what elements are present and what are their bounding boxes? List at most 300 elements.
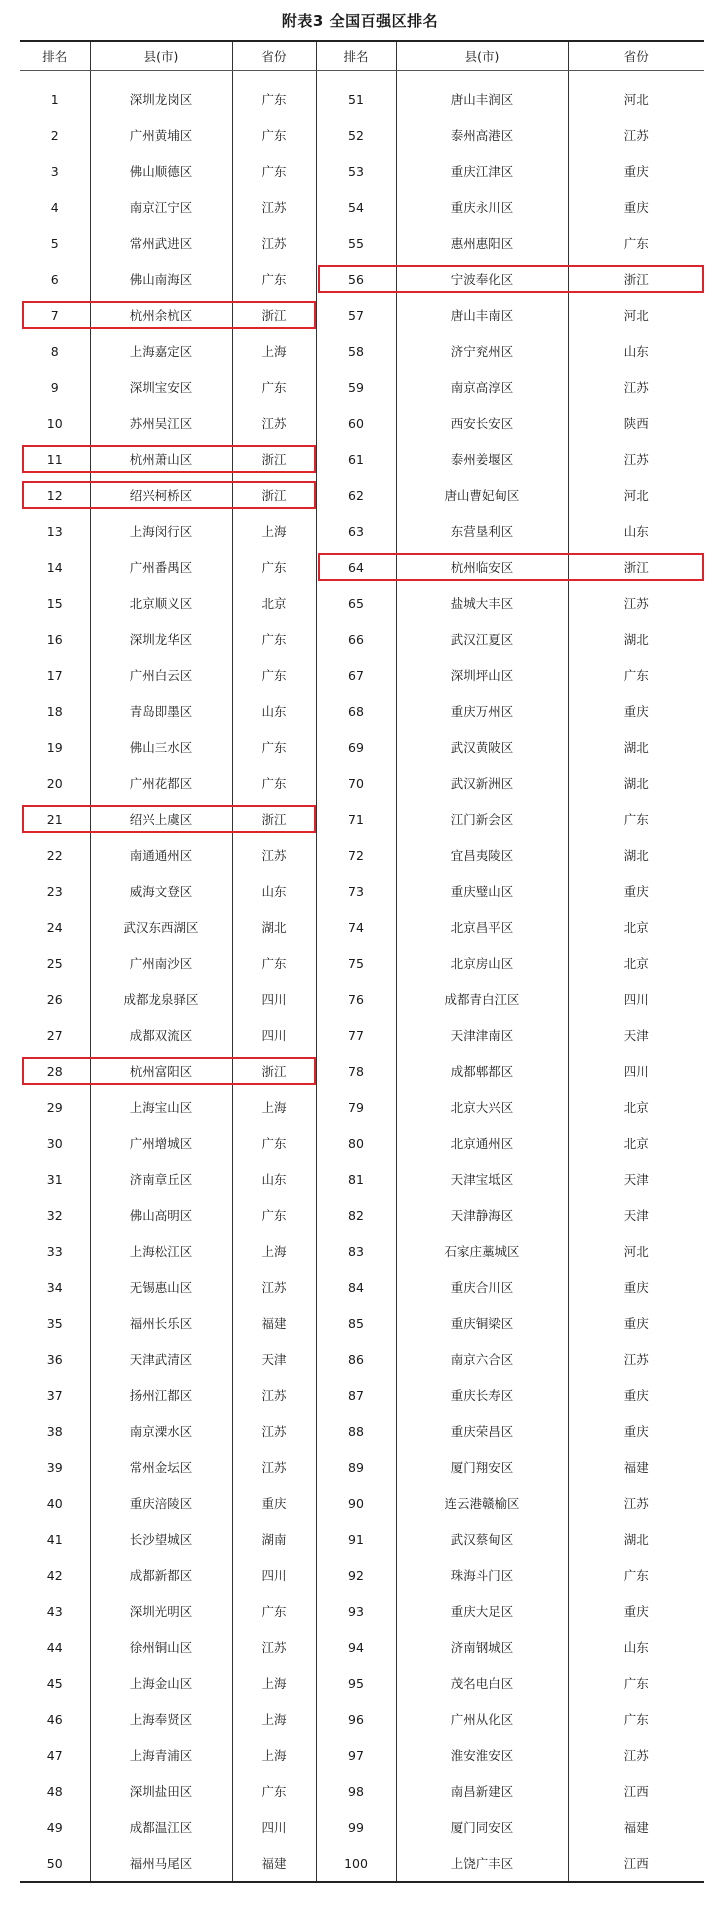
left-rank-cell: 25: [46, 955, 63, 971]
left-rank-cell: 37: [46, 1387, 63, 1403]
right-county-cell: 江门新会区: [396, 801, 568, 837]
left-province-cell: 上海: [232, 1737, 316, 1773]
right-province-cell: 浙江: [568, 261, 704, 297]
right-rank-cell: 66: [316, 621, 396, 657]
table-row: [20, 1017, 704, 1053]
left-province-cell: 广东: [232, 1197, 316, 1233]
left-province-cell: 广东: [232, 621, 316, 657]
right-county-cell: 南昌新建区: [396, 1773, 568, 1809]
right-rank-cell: 84: [316, 1269, 396, 1305]
right-province-cell: 江苏: [568, 1737, 704, 1773]
left-county-cell: 上海青浦区: [90, 1737, 232, 1773]
table-row: [20, 1197, 704, 1233]
table-row: [20, 1341, 704, 1377]
left-province-cell: 广东: [232, 945, 316, 981]
table-row: [20, 369, 704, 405]
table-row: [20, 1053, 704, 1089]
right-rank-cell: 78: [316, 1053, 396, 1089]
left-county-cell: 福州长乐区: [90, 1305, 232, 1341]
left-rank-cell: 17: [46, 667, 63, 683]
left-rank-cell: 26: [46, 991, 63, 1007]
right-rank-cell: 75: [316, 945, 396, 981]
left-rank-cell: 28: [46, 1063, 63, 1079]
left-province-cell: 江苏: [232, 189, 316, 225]
table-row: [20, 801, 704, 837]
left-county-cell: 上海嘉定区: [90, 333, 232, 369]
left-county-cell: 佛山顺德区: [90, 153, 232, 189]
table-row: [20, 1485, 704, 1521]
left-county-cell: 天津武清区: [90, 1341, 232, 1377]
left-county-cell: 重庆涪陵区: [90, 1485, 232, 1521]
header-province-right: 省份: [568, 41, 704, 71]
left-province-cell: 上海: [232, 1089, 316, 1125]
right-province-cell: 福建: [568, 1809, 704, 1845]
right-province-cell: 广东: [568, 1701, 704, 1737]
table-row: [20, 981, 704, 1017]
table-row: [20, 693, 704, 729]
right-rank-cell: 51: [316, 81, 396, 117]
left-rank-cell: 9: [50, 379, 59, 395]
left-province-cell: 江苏: [232, 1629, 316, 1665]
left-rank-cell: 8: [50, 343, 59, 359]
right-province-cell: 重庆: [568, 1269, 704, 1305]
table-row: [20, 513, 704, 549]
left-province-cell: 山东: [232, 1161, 316, 1197]
right-rank-cell: 77: [316, 1017, 396, 1053]
right-province-cell: 河北: [568, 1233, 704, 1269]
table-row: [20, 261, 704, 297]
table-row: [20, 1557, 704, 1593]
left-province-cell: 江苏: [232, 1413, 316, 1449]
right-rank-cell: 71: [316, 801, 396, 837]
header-province-left: 省份: [232, 41, 316, 71]
right-county-cell: 厦门同安区: [396, 1809, 568, 1845]
right-rank-cell: 53: [316, 153, 396, 189]
left-rank-cell: 20: [46, 775, 63, 791]
right-province-cell: 陕西: [568, 405, 704, 441]
left-province-cell: 湖北: [232, 909, 316, 945]
table-row: [20, 1521, 704, 1557]
right-county-cell: 南京高淳区: [396, 369, 568, 405]
right-province-cell: 湖北: [568, 1521, 704, 1557]
left-county-cell: 广州黄埔区: [90, 117, 232, 153]
left-province-cell: 广东: [232, 729, 316, 765]
left-county-cell: 青岛即墨区: [90, 693, 232, 729]
left-county-cell: 深圳龙华区: [90, 621, 232, 657]
left-province-cell: 福建: [232, 1305, 316, 1341]
right-county-cell: 重庆长寿区: [396, 1377, 568, 1413]
right-county-cell: 泰州高港区: [396, 117, 568, 153]
right-county-cell: 北京昌平区: [396, 909, 568, 945]
left-rank-cell: 34: [46, 1279, 63, 1295]
right-province-cell: 江苏: [568, 441, 704, 477]
left-rank-cell: 45: [46, 1675, 63, 1691]
right-county-cell: 北京通州区: [396, 1125, 568, 1161]
table-body: [20, 71, 704, 1883]
right-rank-cell: 68: [316, 693, 396, 729]
right-province-cell: 重庆: [568, 1305, 704, 1341]
left-province-cell: 北京: [232, 585, 316, 621]
table-row: [20, 1737, 704, 1773]
left-province-cell: 四川: [232, 1809, 316, 1845]
left-rank-cell: 30: [46, 1135, 63, 1151]
left-county-cell: 南京江宁区: [90, 189, 232, 225]
left-rank-cell: 11: [46, 451, 63, 467]
left-rank-cell: 1: [50, 91, 59, 107]
right-county-cell: 连云港赣榆区: [396, 1485, 568, 1521]
right-rank-cell: 55: [316, 225, 396, 261]
right-province-cell: 重庆: [568, 873, 704, 909]
left-province-cell: 山东: [232, 873, 316, 909]
right-province-cell: 重庆: [568, 1377, 704, 1413]
left-county-cell: 成都温江区: [90, 1809, 232, 1845]
right-county-cell: 重庆万州区: [396, 693, 568, 729]
right-county-cell: 济宁兖州区: [396, 333, 568, 369]
left-rank-cell: 22: [46, 847, 63, 863]
left-county-cell: 上海奉贤区: [90, 1701, 232, 1737]
right-rank-cell: 76: [316, 981, 396, 1017]
right-province-cell: 四川: [568, 981, 704, 1017]
right-county-cell: 天津津南区: [396, 1017, 568, 1053]
left-province-cell: 浙江: [232, 477, 316, 513]
right-rank-cell: 95: [316, 1665, 396, 1701]
right-rank-cell: 74: [316, 909, 396, 945]
left-province-cell: 江苏: [232, 1449, 316, 1485]
left-province-cell: 广东: [232, 261, 316, 297]
table-row: [20, 405, 704, 441]
right-county-cell: 珠海斗门区: [396, 1557, 568, 1593]
left-rank-cell: 50: [20, 1845, 90, 1882]
left-rank-cell: 14: [46, 559, 63, 575]
left-rank-cell: 35: [46, 1315, 63, 1331]
left-province-cell: 广东: [232, 549, 316, 585]
left-rank-cell: 24: [46, 919, 63, 935]
table-row: [20, 765, 704, 801]
table-row: [20, 1125, 704, 1161]
left-province-cell: 广东: [232, 369, 316, 405]
left-province-cell: 四川: [232, 1017, 316, 1053]
right-rank-cell: 52: [316, 117, 396, 153]
spacer-row: [20, 71, 704, 82]
table-row: [20, 1233, 704, 1269]
table-row: [20, 477, 704, 513]
right-province-cell: 江苏: [568, 369, 704, 405]
left-rank-cell: 38: [46, 1423, 63, 1439]
right-province-cell: 山东: [568, 513, 704, 549]
left-county-cell: 常州武进区: [90, 225, 232, 261]
left-county-cell: 深圳光明区: [90, 1593, 232, 1629]
table-row: [20, 1665, 704, 1701]
right-county-cell: 唐山丰南区: [396, 297, 568, 333]
right-rank-cell: 85: [316, 1305, 396, 1341]
table-row: [20, 441, 704, 477]
left-province-cell: 浙江: [232, 441, 316, 477]
right-county-cell: 杭州临安区: [396, 549, 568, 585]
right-rank-cell: 99: [316, 1809, 396, 1845]
table-row: [20, 1809, 704, 1845]
left-rank-cell: 36: [46, 1351, 63, 1367]
table-row: [20, 81, 704, 117]
right-province-cell: 河北: [568, 297, 704, 333]
table-row: [20, 189, 704, 225]
right-province-cell: 河北: [568, 477, 704, 513]
right-province-cell: 山东: [568, 1629, 704, 1665]
left-province-cell: 上海: [232, 513, 316, 549]
left-county-cell: 武汉东西湖区: [90, 909, 232, 945]
right-rank-cell: 62: [316, 477, 396, 513]
left-rank-cell: 21: [46, 811, 63, 827]
left-rank-cell: 39: [46, 1459, 63, 1475]
right-rank-cell: 64: [316, 549, 396, 585]
right-county-cell: 厦门翔安区: [396, 1449, 568, 1485]
left-county-cell: 无锡惠山区: [90, 1269, 232, 1305]
left-county-cell: 成都双流区: [90, 1017, 232, 1053]
right-county-cell: 重庆大足区: [396, 1593, 568, 1629]
header-county-left: 县(市): [90, 41, 232, 71]
right-province-cell: 重庆: [568, 1593, 704, 1629]
right-rank-cell: 70: [316, 765, 396, 801]
left-county-cell: 深圳盐田区: [90, 1773, 232, 1809]
table-row: [20, 873, 704, 909]
table-row: [20, 1089, 704, 1125]
left-county-cell: 济南章丘区: [90, 1161, 232, 1197]
left-county-cell: 扬州江都区: [90, 1377, 232, 1413]
left-county-cell: 福州马尾区: [90, 1845, 232, 1882]
header-county-right: 县(市): [396, 41, 568, 71]
right-rank-cell: 59: [316, 369, 396, 405]
right-province-cell: 福建: [568, 1449, 704, 1485]
left-county-cell: 广州花都区: [90, 765, 232, 801]
right-rank-cell: 81: [316, 1161, 396, 1197]
right-province-cell: 江苏: [568, 1341, 704, 1377]
right-province-cell: 广东: [568, 1665, 704, 1701]
right-county-cell: 武汉江夏区: [396, 621, 568, 657]
table-row: [20, 585, 704, 621]
left-rank-cell: 46: [46, 1711, 63, 1727]
right-county-cell: 南京六合区: [396, 1341, 568, 1377]
left-county-cell: 广州南沙区: [90, 945, 232, 981]
right-province-cell: 山东: [568, 333, 704, 369]
left-rank-cell: 31: [46, 1171, 63, 1187]
right-county-cell: 西安长安区: [396, 405, 568, 441]
left-province-cell: 上海: [232, 1233, 316, 1269]
left-rank-cell: 47: [46, 1747, 63, 1763]
right-county-cell: 惠州惠阳区: [396, 225, 568, 261]
left-rank-cell: 49: [46, 1819, 63, 1835]
header-rank-right: 排名: [316, 41, 396, 71]
right-rank-cell: 83: [316, 1233, 396, 1269]
right-province-cell: 江西: [568, 1845, 704, 1882]
left-county-cell: 成都龙泉驿区: [90, 981, 232, 1017]
left-county-cell: 佛山高明区: [90, 1197, 232, 1233]
right-county-cell: 深圳坪山区: [396, 657, 568, 693]
left-county-cell: 深圳龙岗区: [90, 81, 232, 117]
right-province-cell: 湖北: [568, 621, 704, 657]
left-county-cell: 长沙望城区: [90, 1521, 232, 1557]
left-rank-cell: 23: [46, 883, 63, 899]
table-row: [20, 621, 704, 657]
right-county-cell: 北京房山区: [396, 945, 568, 981]
right-province-cell: 北京: [568, 909, 704, 945]
right-rank-cell: 96: [316, 1701, 396, 1737]
right-county-cell: 北京大兴区: [396, 1089, 568, 1125]
right-rank-cell: 72: [316, 837, 396, 873]
table-row: [20, 1413, 704, 1449]
table-header-row: [20, 41, 704, 71]
table-row: [20, 1305, 704, 1341]
right-county-cell: 石家庄藁城区: [396, 1233, 568, 1269]
right-county-cell: 成都郫都区: [396, 1053, 568, 1089]
right-rank-cell: 79: [316, 1089, 396, 1125]
right-county-cell: 广州从化区: [396, 1701, 568, 1737]
right-province-cell: 天津: [568, 1197, 704, 1233]
left-county-cell: 徐州铜山区: [90, 1629, 232, 1665]
right-province-cell: 浙江: [568, 549, 704, 585]
right-county-cell: 宁波奉化区: [396, 261, 568, 297]
right-province-cell: 江苏: [568, 1485, 704, 1521]
left-county-cell: 南京溧水区: [90, 1413, 232, 1449]
table-row: [20, 117, 704, 153]
right-county-cell: 淮安淮安区: [396, 1737, 568, 1773]
right-rank-cell: 80: [316, 1125, 396, 1161]
right-county-cell: 茂名电白区: [396, 1665, 568, 1701]
right-province-cell: 广东: [568, 225, 704, 261]
left-rank-cell: 13: [46, 523, 63, 539]
right-province-cell: 北京: [568, 1125, 704, 1161]
left-county-cell: 苏州吴江区: [90, 405, 232, 441]
right-county-cell: 重庆合川区: [396, 1269, 568, 1305]
right-county-cell: 唐山曹妃甸区: [396, 477, 568, 513]
right-rank-cell: 87: [316, 1377, 396, 1413]
table-row: [20, 1377, 704, 1413]
right-county-cell: 盐城大丰区: [396, 585, 568, 621]
right-county-cell: 宜昌夷陵区: [396, 837, 568, 873]
left-province-cell: 上海: [232, 1665, 316, 1701]
right-province-cell: 江苏: [568, 117, 704, 153]
left-province-cell: 广东: [232, 765, 316, 801]
left-county-cell: 杭州萧山区: [90, 441, 232, 477]
header-rank-left: 排名: [20, 41, 90, 71]
right-county-cell: 重庆永川区: [396, 189, 568, 225]
right-county-cell: 上饶广丰区: [396, 1845, 568, 1882]
left-county-cell: 广州白云区: [90, 657, 232, 693]
left-county-cell: 常州金坛区: [90, 1449, 232, 1485]
left-county-cell: 成都新都区: [90, 1557, 232, 1593]
left-rank-cell: 48: [46, 1783, 63, 1799]
left-province-cell: 浙江: [232, 801, 316, 837]
left-county-cell: 佛山南海区: [90, 261, 232, 297]
left-rank-cell: 33: [46, 1243, 63, 1259]
right-rank-cell: 98: [316, 1773, 396, 1809]
left-province-cell: 江苏: [232, 1269, 316, 1305]
left-rank-cell: 32: [46, 1207, 63, 1223]
right-rank-cell: 61: [316, 441, 396, 477]
right-county-cell: 济南钢城区: [396, 1629, 568, 1665]
right-rank-cell: 97: [316, 1737, 396, 1773]
left-province-cell: 浙江: [232, 297, 316, 333]
right-rank-cell: 60: [316, 405, 396, 441]
table-row: [20, 333, 704, 369]
left-county-cell: 威海文登区: [90, 873, 232, 909]
left-province-cell: 福建: [232, 1845, 316, 1882]
left-province-cell: 广东: [232, 117, 316, 153]
table-row: [20, 657, 704, 693]
left-rank-cell: 19: [46, 739, 63, 755]
right-province-cell: 重庆: [568, 1413, 704, 1449]
left-county-cell: 南通通州区: [90, 837, 232, 873]
right-province-cell: 重庆: [568, 189, 704, 225]
left-county-cell: 广州增城区: [90, 1125, 232, 1161]
right-rank-cell: 92: [316, 1557, 396, 1593]
right-county-cell: 武汉新洲区: [396, 765, 568, 801]
right-rank-cell: 54: [316, 189, 396, 225]
left-rank-cell: 5: [50, 235, 59, 251]
right-rank-cell: 63: [316, 513, 396, 549]
left-province-cell: 重庆: [232, 1485, 316, 1521]
right-county-cell: 武汉蔡甸区: [396, 1521, 568, 1557]
right-rank-cell: 65: [316, 585, 396, 621]
left-province-cell: 上海: [232, 333, 316, 369]
right-province-cell: 湖北: [568, 765, 704, 801]
left-rank-cell: 42: [46, 1567, 63, 1583]
right-rank-cell: 86: [316, 1341, 396, 1377]
left-province-cell: 湖南: [232, 1521, 316, 1557]
right-county-cell: 唐山丰润区: [396, 81, 568, 117]
right-county-cell: 天津宝坻区: [396, 1161, 568, 1197]
table-row: [20, 153, 704, 189]
table-row: [20, 837, 704, 873]
table-row: [20, 909, 704, 945]
left-province-cell: 浙江: [232, 1053, 316, 1089]
left-county-cell: 上海宝山区: [90, 1089, 232, 1125]
left-rank-cell: 4: [50, 199, 59, 215]
left-province-cell: 广东: [232, 1773, 316, 1809]
right-province-cell: 湖北: [568, 729, 704, 765]
table-title: 附表3 全国百强区排名: [281, 12, 439, 30]
right-county-cell: 重庆璧山区: [396, 873, 568, 909]
right-province-cell: 河北: [568, 81, 704, 117]
right-county-cell: 重庆铜梁区: [396, 1305, 568, 1341]
right-rank-cell: 89: [316, 1449, 396, 1485]
left-county-cell: 绍兴柯桥区: [90, 477, 232, 513]
right-rank-cell: 94: [316, 1629, 396, 1665]
left-rank-cell: 16: [46, 631, 63, 647]
right-rank-cell: 73: [316, 873, 396, 909]
left-province-cell: 广东: [232, 153, 316, 189]
table-row: [20, 1269, 704, 1305]
right-rank-cell: 67: [316, 657, 396, 693]
left-province-cell: 江苏: [232, 405, 316, 441]
right-rank-cell: 57: [316, 297, 396, 333]
right-county-cell: 成都青白江区: [396, 981, 568, 1017]
left-province-cell: 山东: [232, 693, 316, 729]
left-county-cell: 绍兴上虞区: [90, 801, 232, 837]
right-province-cell: 重庆: [568, 153, 704, 189]
left-province-cell: 江苏: [232, 1377, 316, 1413]
right-province-cell: 天津: [568, 1017, 704, 1053]
table-row: [20, 1845, 704, 1882]
right-province-cell: 北京: [568, 1089, 704, 1125]
table-row: [20, 945, 704, 981]
left-province-cell: 广东: [232, 1125, 316, 1161]
left-county-cell: 佛山三水区: [90, 729, 232, 765]
table-row: [20, 1773, 704, 1809]
left-province-cell: 广东: [232, 657, 316, 693]
right-rank-cell: 69: [316, 729, 396, 765]
right-rank-cell: 82: [316, 1197, 396, 1233]
left-rank-cell: 18: [46, 703, 63, 719]
left-county-cell: 广州番禺区: [90, 549, 232, 585]
